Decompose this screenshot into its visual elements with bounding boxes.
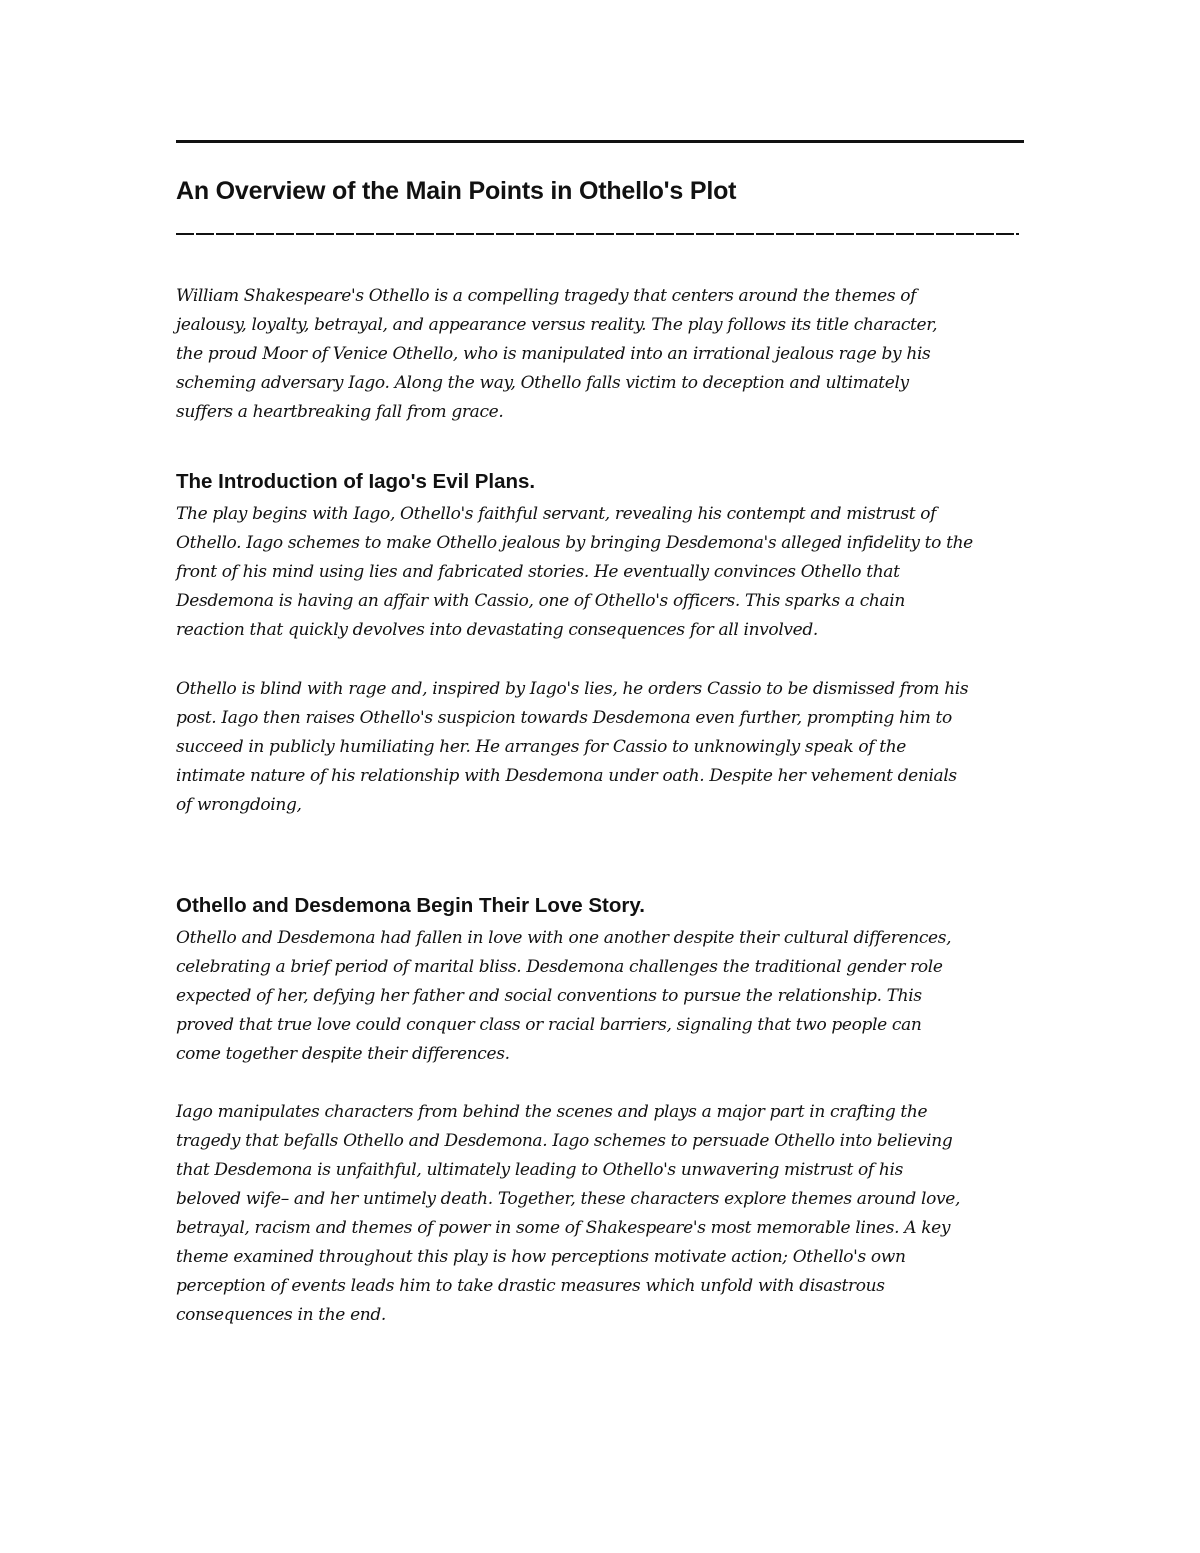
intro-paragraph: William Shakespeare's Othello is a compelling tragedy that centers around the themes of jealousy, loyalty, betrayal, and appearance versus reality. The play follows its title character, the proud Moor of Venice Othello, who is manipulated into an irrational jealous rage by his scheming adversary Iago. Along the way, Othello falls victim to deception and ultimately suffers a heartbreaking fall from grace. (176, 286, 938, 422)
section-2-paragraph-2: Iago manipulates characters from behind the scenes and plays a major part in crafting the tragedy that befalls Othello and Desdemona. Iago schemes to persuade Othello into believing that Desdemona is unfaithful, ultimately leading to Othello's unwavering mistrust of his beloved wife– and her untimely death. Together, these characters explore themes around love, betrayal, racism and themes of power in some of Shakespeare's most memorable lines. A key theme examined throughout this play is how perceptions motivate action; Othello's own perception of events leads him to take drastic measures which unfold with disastrous consequences in the end. (176, 1102, 961, 1325)
section-2-paragraph-1: Othello and Desdemona had fallen in love with one another despite their cultural differences, celebrating a brief period of marital bliss. Desdemona challenges the traditional gender role expected of her, defying her father and social conventions to pursue the relationship. This proved that true love could conquer class or racial barriers, signaling that two people can come together despite their differences. (176, 928, 952, 1064)
section-heading-love-story: Othello and Desdemona Begin Their Love Story. (176, 894, 645, 917)
document-title: An Overview of the Main Points in Othello's Plot (176, 177, 737, 205)
section-heading-iago-plans: The Introduction of Iago's Evil Plans. (176, 470, 536, 493)
section-1-paragraph-2: Othello is blind with rage and, inspired by Iago's lies, he orders Cassio to be dismissed from his post. Iago then raises Othello's suspicion towards Desdemona even further, prompting him to succeed in publicly humiliating her. He arranges for Cassio to unknowingly speak of the intimate nature of his relationship with Desdemona under oath. Despite her vehement denials of wrongdoing, (176, 679, 969, 815)
title-underline-text (176, 226, 1024, 240)
section-1-paragraph-1: The play begins with Iago, Othello's faithful servant, revealing his contempt and mistrust of Othello. Iago schemes to make Othello jealous by bringing Desdemona's alleged infidelity to the front of his mind using lies and fabricated stories. He eventually convinces Othello that Desdemona is having an affair with Cassio, one of Othello's officers. This sparks a chain reaction that quickly devolves into devastating consequences for all involved. (176, 504, 973, 640)
top-horizontal-rule (176, 140, 1024, 143)
